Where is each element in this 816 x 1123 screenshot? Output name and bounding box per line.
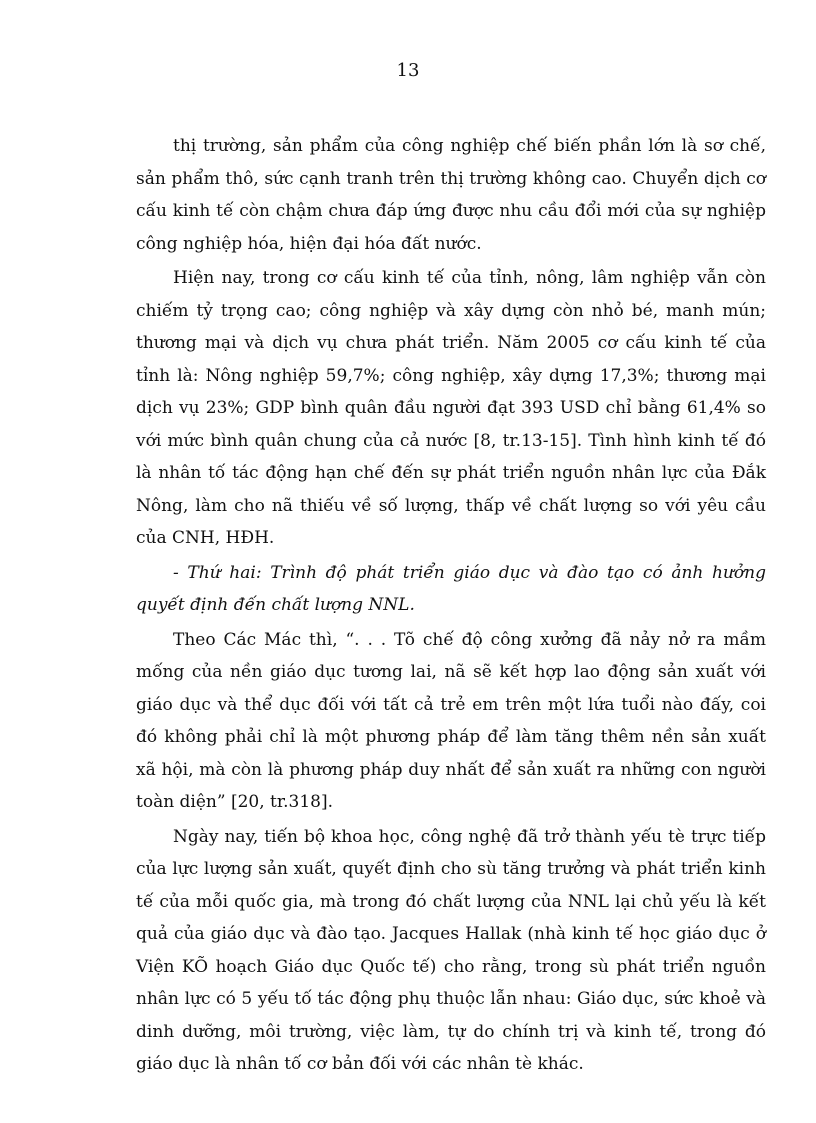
paragraph-science-technology: Ngày nay, tiến bộ khoa học, công nghệ đã trở thành yếu tè trực tiếp của lực lượng sản xuất, quyết định cho sù tăng trưởng và phát triển kinh tế của mỗi quốc gia, mà trong đó chất lượng của NNL lại chủ yếu là kết quả của giáo dục và đào tạo. Jacques Hallak (nhà kinh tế học giáo dục ở Viện KÕ hoạch Giáo dục Quốc tế) cho rằng, trong sù phát triển nguồn nhân lực có 5 yếu tố tác động phụ thuộc lẫn nhau: Giáo dục, sức khoẻ và dinh dưỡng, môi trường, việc làm, tự do chính trị và kinh tế, trong đó giáo dục là nhân tố cơ bản đối với các nhân tè khác. <box>136 826 766 1074</box>
document-body <box>136 130 766 1083</box>
paragraph-marx-quote: Theo Các Mác thì, “. . . Tõ chế độ công xưởng đã nảy nở ra mầm mống của nền giáo dục tương lai, nã sẽ kết hợp lao động sản xuất với giáo dục và thể dục đối với tất cả trẻ em trên một lứa tuổi nào đấy, coi đó không phải chỉ là một phương pháp để làm tăng thêm nền sản xuất xã hội, mà còn là phương pháp duy nhất để sản xuất ra những con người toàn diện” [20, tr.318]. <box>136 629 766 812</box>
paragraph-market-products: thị trường, sản phẩm của công nghiệp chế biến phần lớn là sơ chế, sản phẩm thô, sức cạnh tranh trên thị trường không cao. Chuyển dịch cơ cấu kinh tế còn chậm chưa đáp ứng được nhu cầu đổi mới của sự nghiệp công nghiệp hóa, hiện đại hóa đất nước. <box>136 136 766 254</box>
page-number: 13 <box>396 60 420 81</box>
paragraph-second-factor-heading: - Thứ hai: Trình độ phát triển giáo dục và đào tạo có ảnh hưởng quyết định đến chất lượng NNL. <box>136 562 766 615</box>
paragraph-economic-structure: Hiện nay, trong cơ cấu kinh tế của tỉnh, nông, lâm nghiệp vẫn còn chiếm tỷ trọng cao; công nghiệp và xây dựng còn nhỏ bé, manh mún; thương mại và dịch vụ chưa phát triển. Năm 2005 cơ cấu kinh tế của tỉnh là: Nông nghiệp 59,7%; công nghiệp, xây dựng 17,3%; thương mại dịch vụ 23%; GDP bình quân đầu người đạt 393 USD chỉ bằng 61,4% so với mức bình quân chung của cả nước [8, tr.13-15]. Tình hình kinh tế đó là nhân tố tác động hạn chế đến sự phát triển nguồn nhân lực của Đắk Nông, làm cho nã thiếu về số lượng, thấp về chất lượng so với yêu cầu của CNH, HĐH. <box>136 268 766 548</box>
